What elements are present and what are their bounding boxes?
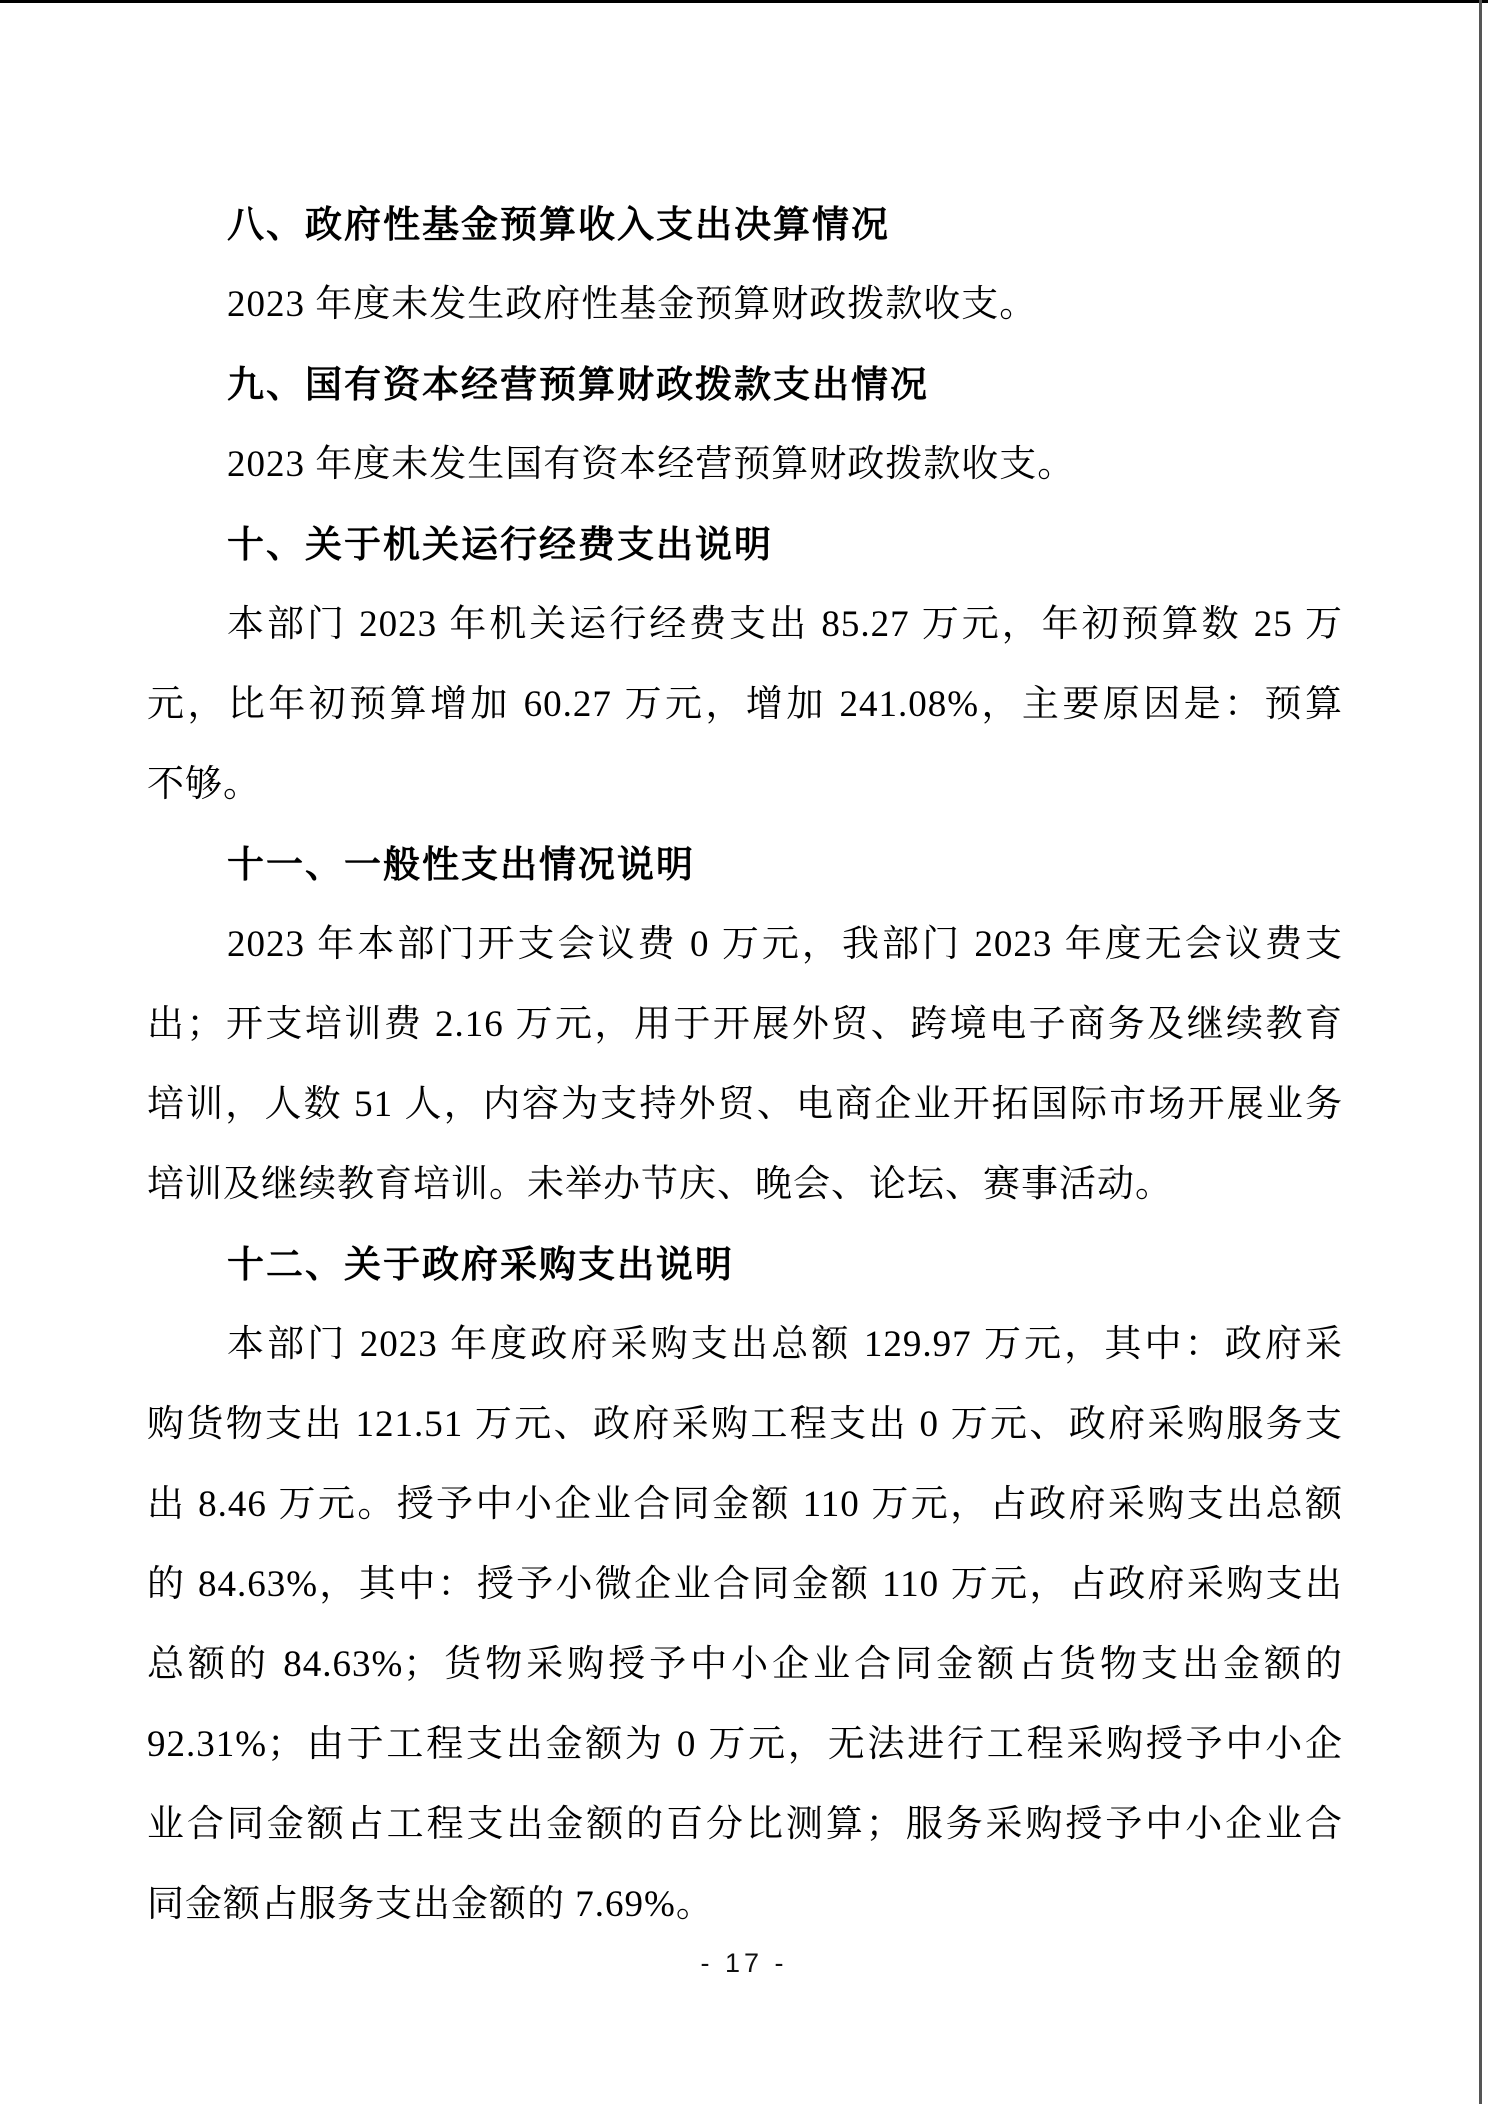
paragraph-line: 2023 年本部门开支会议费 0 万元，我部门 2023 年度无会议费支 — [227, 924, 1343, 965]
paragraph-line: 本部门 2023 年度政府采购支出总额 129.97 万元，其中：政府采 — [227, 1324, 1343, 1365]
paragraph-line: 出；开支培训费 2.16 万元，用于开展外贸、跨境电子商务及继续教育 — [147, 1004, 1343, 1045]
paragraph-line: 培训，人数 51 人，内容为支持外贸、电商企业开拓国际市场开展业务 — [147, 1084, 1343, 1125]
section-10-heading: 十、关于机关运行经费支出说明 — [227, 524, 773, 565]
paragraph-line: 元，比年初预算增加 60.27 万元，增加 241.08%，主要原因是：预算 — [147, 684, 1343, 725]
section-8-heading: 八、政府性基金预算收入支出决算情况 — [227, 204, 890, 245]
section-11-heading: 十一、一般性支出情况说明 — [227, 844, 695, 885]
page-number: - 17 - — [700, 1948, 788, 1978]
paragraph-line: 92.31%；由于工程支出金额为 0 万元，无法进行工程采购授予中小企 — [147, 1724, 1343, 1765]
paragraph-line: 培训及继续教育培训。未举办节庆、晚会、论坛、赛事活动。 — [147, 1164, 1173, 1205]
section-9-heading: 九、国有资本经营预算财政拨款支出情况 — [227, 364, 929, 405]
paragraph-line: 购货物支出 121.51 万元、政府采购工程支出 0 万元、政府采购服务支 — [147, 1404, 1343, 1445]
scan-edge-right — [1479, 0, 1482, 2104]
paragraph-line: 总额的 84.63%；货物采购授予中小企业合同金额占货物支出金额的 — [147, 1644, 1343, 1685]
paragraph-line: 2023 年度未发生国有资本经营预算财政拨款收支。 — [227, 444, 1076, 485]
paragraph-line: 不够。 — [147, 764, 261, 805]
paragraph-line: 的 84.63%，其中：授予小微企业合同金额 110 万元，占政府采购支出 — [147, 1564, 1343, 1605]
paragraph-line: 业合同金额占工程支出金额的百分比测算；服务采购授予中小企业合 — [147, 1804, 1343, 1845]
paragraph-line: 出 8.46 万元。授予中小企业合同金额 110 万元，占政府采购支出总额 — [147, 1484, 1343, 1525]
section-12-heading: 十二、关于政府采购支出说明 — [227, 1244, 734, 1285]
paragraph-line: 2023 年度未发生政府性基金预算财政拨款收支。 — [227, 284, 1038, 325]
paragraph-line: 本部门 2023 年机关运行经费支出 85.27 万元，年初预算数 25 万 — [227, 604, 1343, 645]
page-body-text — [147, 185, 1343, 1945]
scan-edge-top — [0, 0, 1488, 3]
paragraph-line: 同金额占服务支出金额的 7.69%。 — [147, 1884, 714, 1925]
